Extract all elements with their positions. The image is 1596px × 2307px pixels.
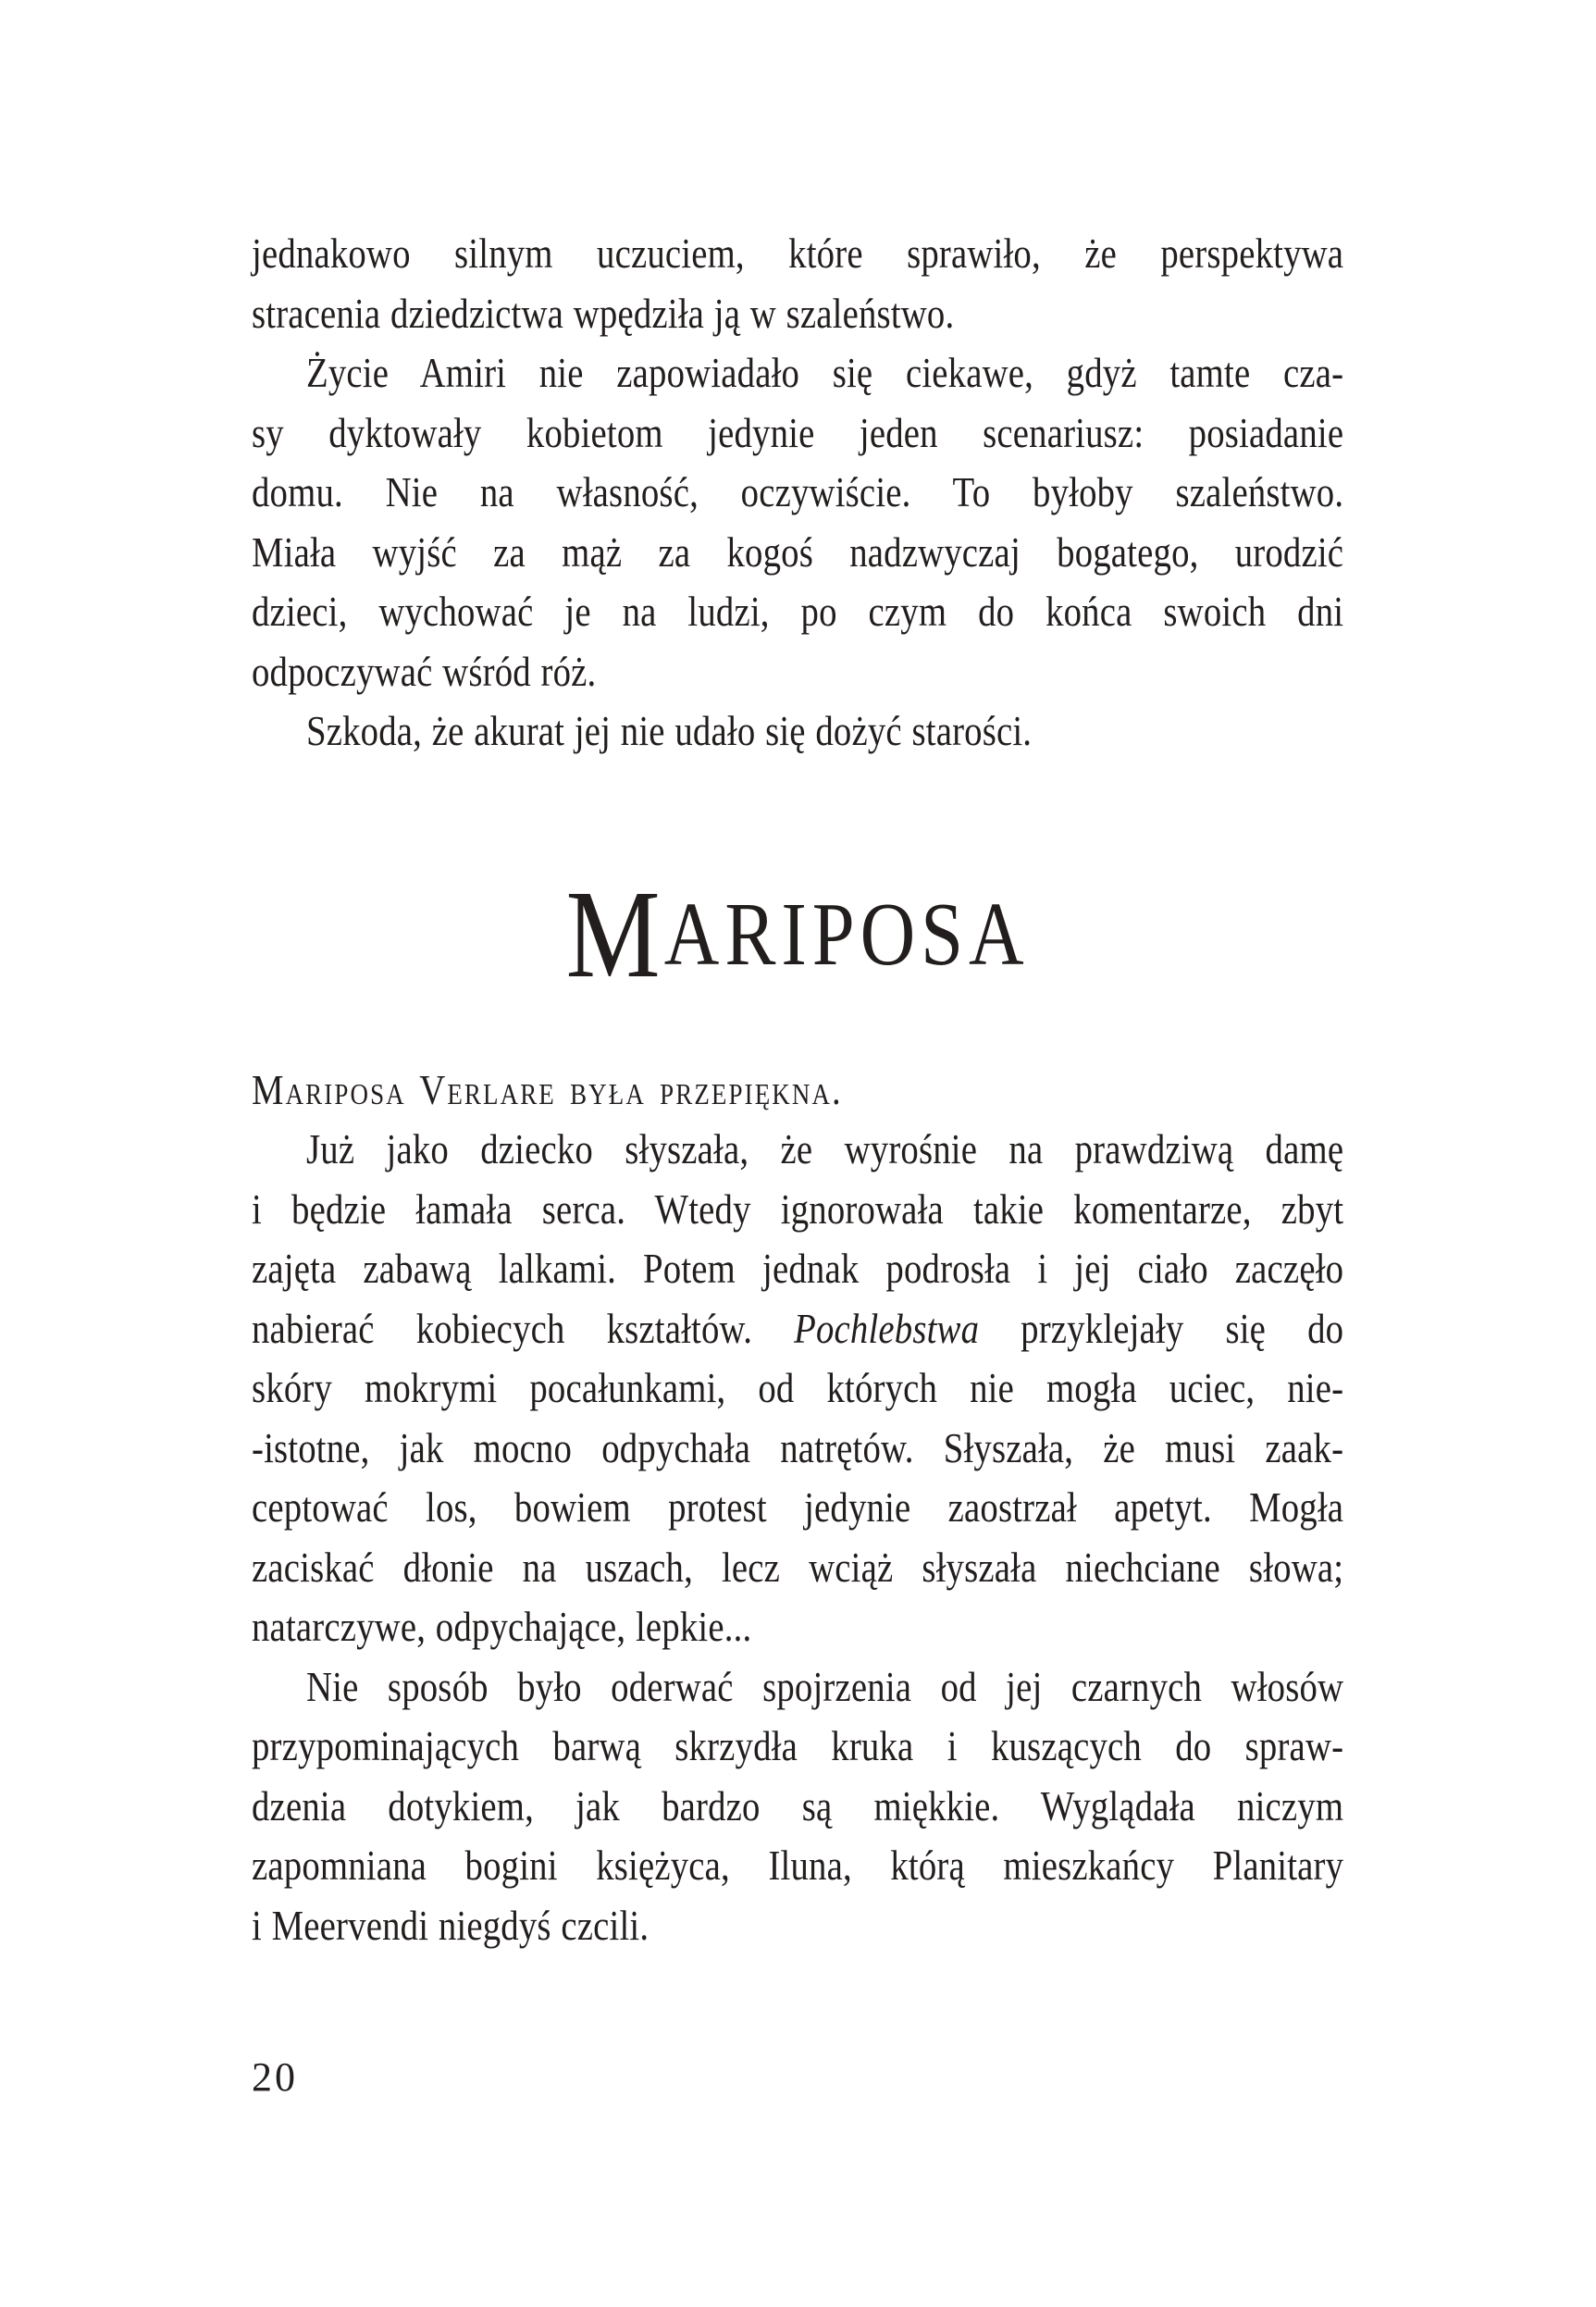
- text-line: Życie Amiri nie zapowiadało się ciekawe, gdyż tamte cza-: [306, 349, 1344, 396]
- text-line: skóry mokrymi pocałunkami, od których nie mogła uciec, nie-: [252, 1364, 1344, 1411]
- text-block: [252, 224, 1343, 1955]
- text-line: dzieci, wychować je na ludzi, po czym do końca swoich dni: [252, 588, 1344, 635]
- text-line: stracenia dziedzictwa wpędziła ją w szaleństwo.: [252, 289, 955, 337]
- paragraph: [252, 1060, 1343, 1121]
- text-line: jednakowo silnym uczuciem, które sprawiło, że perspektywa: [252, 229, 1344, 277]
- paragraph: [252, 343, 1343, 701]
- text-line: i Meervendi niegdyś czcili.: [252, 1901, 650, 1949]
- text-line: natarczywe, odpychające, lepkie...: [252, 1603, 752, 1650]
- text-line: Szkoda, że akurat jej nie udało się dożyć starości.: [306, 707, 1033, 754]
- text-line: Miała wyjść za mąż za kogoś nadzwyczaj bogatego, urodzić: [252, 527, 1344, 576]
- italic-text: Pochlebstwa: [794, 1304, 980, 1352]
- text-line: nabierać kobiecych kształtów. Pochlebstwa przyklejały się do: [252, 1304, 1344, 1352]
- text-line: Już jako dziecko słyszała, że wyrośnie na prawdziwą damę: [306, 1125, 1344, 1172]
- text-line: -istotne, jak mocno odpychała natrętów. Słyszała, że musi zaak-: [252, 1423, 1344, 1471]
- text-line: odpoczywać wśród róż.: [252, 647, 597, 695]
- paragraph: [252, 701, 1343, 762]
- text-line: ceptować los, bowiem protest jedynie zaostrzał apetyt. Mogła: [252, 1483, 1344, 1531]
- text-line: dzenia dotykiem, jak bardzo są miękkie. Wyglądała niczym: [252, 1781, 1344, 1829]
- paragraph: [252, 1657, 1343, 1956]
- text-line: zapomniana bogini księżyca, Iluna, którą mieszkańcy Planitary: [252, 1842, 1344, 1889]
- text-line: przypominających barwą skrzydła kruka i kuszących do spraw-: [252, 1722, 1344, 1769]
- text-line: domu. Nie na własność, oczywiście. To byłoby szaleństwo.: [252, 468, 1344, 515]
- text-line: Nie sposób było oderwać spojrzenia od jej czarnych włosów: [306, 1662, 1344, 1710]
- paragraph: [252, 224, 1343, 343]
- page-number: 20: [252, 2054, 298, 2100]
- paragraph: [252, 1120, 1343, 1657]
- text-line: i będzie łamała serca. Wtedy ignorowała takie komentarze, zbyt: [252, 1185, 1344, 1233]
- text-line: Mariposa Verlare była przepiękna.: [252, 1065, 843, 1113]
- text-line: zaciskać dłonie na uszach, lecz wciąż słyszała niechciane słowa;: [252, 1543, 1344, 1591]
- text-line: sy dyktowały kobietom jedynie jeden scenariusz: posiadanie: [252, 408, 1344, 456]
- chapter-heading-rest: ARIPOSA: [663, 885, 1030, 985]
- chapter-heading: M ARIPOSA: [565, 865, 1030, 1004]
- text-line: zajęta zabawą lalkami. Potem jednak podrosła i jej ciało zaczęło: [252, 1245, 1344, 1292]
